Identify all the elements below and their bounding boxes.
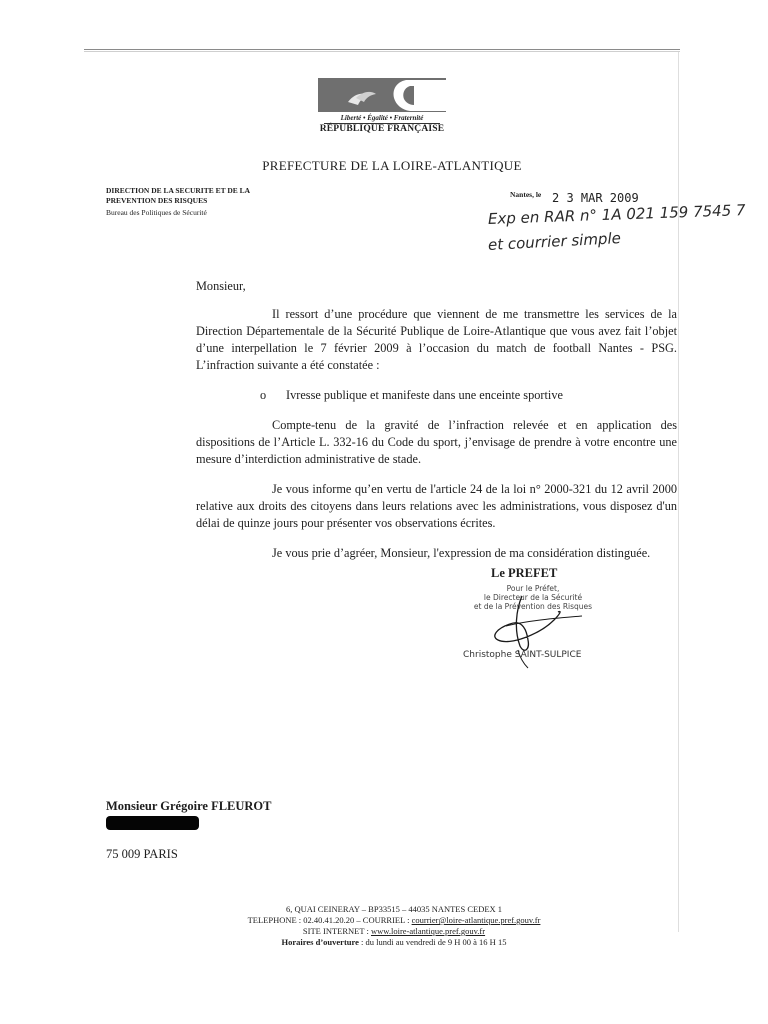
- prefecture-title: PREFECTURE DE LA LOIRE-ATLANTIQUE: [262, 158, 522, 173]
- direction-line-1: DIRECTION DE LA SECURITE ET DE LA: [106, 186, 251, 195]
- footer-hours: [20, 937, 768, 948]
- bureau-name: Bureau des Politiques de Sécurité: [106, 208, 207, 217]
- footer-hours-text: : du lundi au vendredi de 9 H 00 à 16 H 15: [361, 937, 507, 947]
- date-stamp: 2 3 MAR 2009: [552, 190, 639, 206]
- footer-contact: [20, 915, 768, 926]
- footer-site: [20, 926, 768, 937]
- closing-formula: Je vous prie d’agréer, Monsieur, l'expression de ma considération distinguée.: [272, 546, 651, 560]
- infraction-item: [196, 387, 677, 404]
- paragraph-3: Je vous informe qu’en vertu de l'article 24 de la loi n° 2000-321 du 12 avril 2000 relative aux droits des citoyens dans leurs relations avec les administrations, vous disposez d'un délai de quinze jours pour présenter vos observations écrites.: [196, 482, 677, 530]
- scan-edge-right: [678, 52, 679, 932]
- infraction-text: Ivresse publique et manifeste dans une enceinte sportive: [286, 388, 563, 402]
- footer-site-link[interactable]: www.loire-atlantique.pref.gouv.fr: [371, 926, 486, 936]
- direction-heading: [106, 186, 306, 205]
- signatory-name: Christophe SAINT-SULPICE: [463, 650, 582, 660]
- logo-motto: Liberté • Égalité • Fraternité: [340, 114, 424, 122]
- letter-footer: [0, 904, 768, 948]
- logo-republic: RÉPUBLIQUE FRANÇAISE: [319, 124, 445, 134]
- handwritten-note-2: et courrier simple: [487, 229, 622, 254]
- paragraph-2: Compte-tenu de la gravité de l’infraction relevée et en application des dispositions de l’Article L. 332-16 du Code du sport, j’envisage de prendre à votre encontre une mesure d’interdiction administrative de stade.: [196, 418, 677, 466]
- scan-edge-top-shadow: [84, 51, 680, 52]
- marianne-icon: [318, 78, 446, 112]
- signature-line-3: et de la Prévention des Risques: [473, 602, 593, 611]
- letter-body: [196, 278, 677, 562]
- signature-line-1: Pour le Préfet,: [506, 584, 560, 593]
- footer-site-label: SITE INTERNET :: [302, 926, 369, 936]
- footer-address: 6, QUAI CEINERAY – BP33515 – 44035 NANTES CEDEX 1: [285, 904, 503, 914]
- salutation: Monsieur,: [196, 279, 246, 293]
- signatory-title: Le PREFET: [491, 566, 558, 580]
- redacted-address: [106, 816, 199, 830]
- footer-email-link[interactable]: courrier@loire-atlantique.pref.gouv.fr: [411, 915, 541, 925]
- direction-line-2: PREVENTION DES RISQUES: [106, 195, 208, 205]
- recipient-name: Monsieur Grégoire FLEUROT: [106, 799, 272, 813]
- signature-line-2: le Directeur de la Sécurité: [483, 593, 583, 602]
- recipient-city: 75 009 PARIS: [106, 847, 178, 861]
- paragraph-1: Il ressort d’une procédure que viennent de me transmettre les services de la Direction Départementale de la Sécurité Publique de Loire-Atlantique que vous avez fait l’objet d’une interpellation le 7 février 2009 à l’occasion du match de football Nantes - PSG. L’infraction suivante a été constatée :: [196, 307, 677, 372]
- footer-phone: TELEPHONE : 02.40.41.20.20 – COURRIEL :: [247, 915, 410, 925]
- handwritten-note-1: Exp en RAR n° 1A 021 159 7545 7: [487, 201, 746, 228]
- footer-hours-label: Horaires d’ouverture: [281, 937, 359, 947]
- marianne-logo: [318, 78, 446, 144]
- scan-edge-top: [84, 49, 680, 50]
- date-place: Nantes, le: [510, 190, 542, 199]
- bullet-icon: o: [260, 388, 267, 402]
